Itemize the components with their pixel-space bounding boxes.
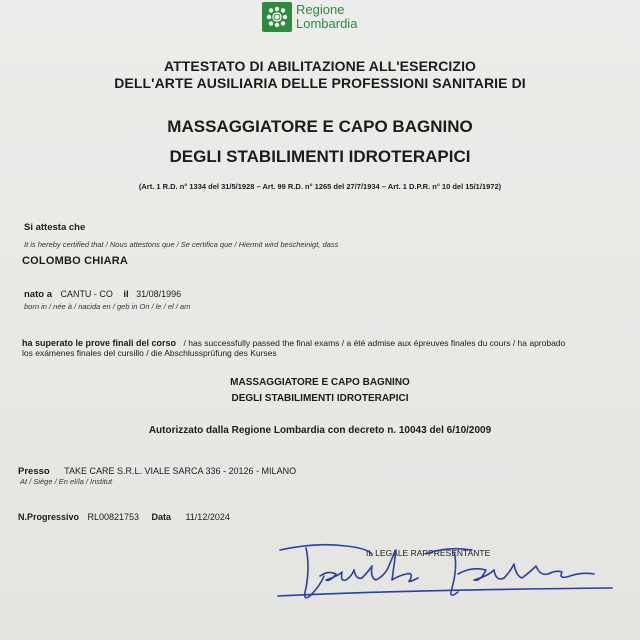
birth-line — [24, 284, 181, 302]
born-on-label: il — [123, 289, 129, 300]
presso-translations: At / Siège / En el/la / Institut — [20, 477, 113, 486]
profession-line-2: DEGLI STABILIMENTI IDROTERAPICI — [169, 147, 471, 166]
signature-role: IL LEGALE RAPPRESENTANTE — [366, 548, 491, 558]
presso-label: Presso — [18, 466, 50, 477]
course-line-1: MASSAGGIATORE E CAPO BAGNINO — [230, 377, 410, 388]
logo-line-1: Regione — [296, 2, 345, 17]
legal-references: (Art. 1 R.D. n° 1334 del 31/5/1928 – Art. 99 R.D. n° 1265 del 27/7/1934 – Art. 1 D.P.R. n° 10 del 15/1/1972) — [138, 182, 502, 191]
born-label: nato a — [24, 289, 52, 300]
progressivo-line — [18, 507, 230, 525]
passed-translations-line-2: los exámenes finales del cursillo / die Abschlussprüfung des Kurses — [22, 348, 277, 358]
logo-line-2: Lombardia — [296, 16, 358, 31]
rosa-camuna-icon — [262, 2, 292, 32]
born-translations: born in / née à / nacida en / geb in On / le / el / am — [24, 302, 191, 311]
progressivo-label: N.Progressivo — [18, 512, 80, 522]
data-value: 11/12/2024 — [185, 512, 230, 522]
logo-text — [296, 3, 357, 31]
regione-lombardia-logo — [262, 2, 357, 32]
holder-name: COLOMBO CHIARA — [22, 255, 129, 267]
handwritten-signature — [276, 536, 616, 610]
presso-value: TAKE CARE S.R.L. VIALE SARCA 336 - 20126 - MILANO — [64, 466, 297, 476]
profession-line-1: MASSAGGIATORE E CAPO BAGNINO — [167, 117, 473, 136]
passed-label: ha superato le prove finali del corso — [22, 338, 177, 348]
authorization-decree: Autorizzato dalla Regione Lombardia con decreto n. 10043 del 6/10/2009 — [148, 425, 492, 436]
progressivo-value: RL00821753 — [87, 512, 140, 522]
title-line-1: ATTESTATO DI ABILITAZIONE ALL'ESERCIZIO — [163, 58, 477, 74]
passed-translations-line-1: / has successfully passed the final exams / a été admise aux épreuves finales du cours / ha aprobado — [183, 338, 566, 348]
certify-label: Si attesta che — [24, 222, 86, 233]
certify-translations: It is hereby certified that / Nous attestons que / Se certifica que / Hiermit wird bescheinigt, dass — [24, 240, 339, 249]
birth-date: 31/08/1996 — [136, 289, 182, 299]
birth-place: CANTU - CO — [60, 289, 113, 299]
title-line-2: DELL'ARTE AUSILIARIA DELLE PROFESSIONI SANITARIE DI — [114, 75, 526, 91]
data-label: Data — [151, 512, 172, 522]
course-line-2: DEGLI STABILIMENTI IDROTERAPICI — [231, 393, 409, 404]
